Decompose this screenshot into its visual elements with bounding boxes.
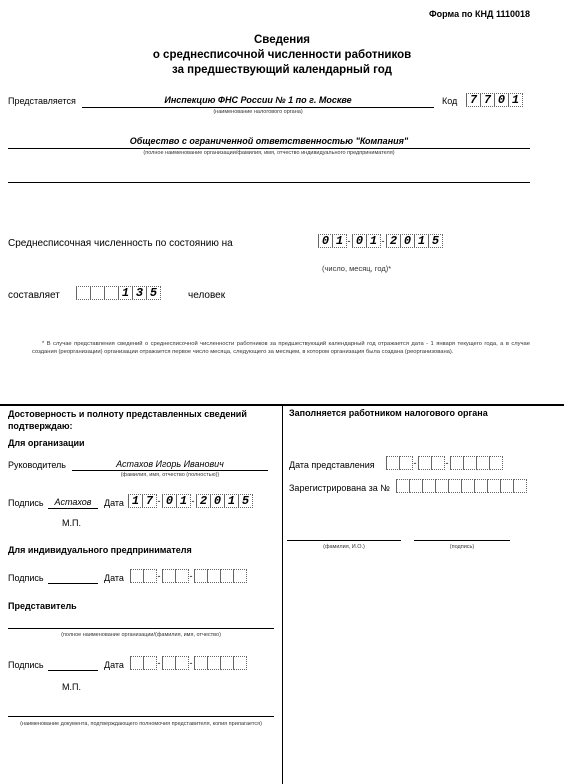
officer-signature-caption: (подпись) [449, 544, 475, 550]
date-separator: - [413, 458, 417, 468]
date-received-label: Дата представления [289, 460, 375, 470]
number-cell[interactable] [448, 479, 462, 493]
organization-extra-line[interactable] [8, 182, 530, 183]
date-cell[interactable] [162, 656, 176, 670]
headcount-date-cells[interactable] [318, 234, 442, 248]
date-digit[interactable]: 1 [176, 494, 191, 508]
date-digit[interactable]: 0 [400, 234, 415, 248]
officer-signature-field[interactable] [414, 540, 510, 541]
date-cell[interactable] [194, 569, 208, 583]
date-cell[interactable] [207, 569, 221, 583]
date-digit[interactable]: 0 [318, 234, 333, 248]
date-separator: - [191, 496, 195, 506]
tax-authority-field[interactable]: Инспекцию ФНС России № 1 по г. Москве [82, 95, 434, 108]
officer-name-caption: (фамилия, И.О.) [323, 544, 365, 550]
date-cell[interactable] [194, 656, 208, 670]
number-cell[interactable] [474, 479, 488, 493]
amount-digit[interactable]: 5 [146, 286, 161, 300]
officer-name-field[interactable] [287, 540, 401, 541]
date-digit[interactable]: 1 [366, 234, 381, 248]
date-digit[interactable]: 0 [352, 234, 367, 248]
amount-label: составляет [8, 290, 60, 301]
number-cell[interactable] [461, 479, 475, 493]
date-cell[interactable] [450, 456, 464, 470]
number-cell[interactable] [500, 479, 514, 493]
date-separator: - [347, 236, 351, 246]
date-cell[interactable] [143, 569, 157, 583]
form-code: Форма по КНД 1110018 [429, 9, 530, 19]
signature-label: Подпись [8, 498, 44, 508]
code-digit[interactable]: 7 [480, 93, 495, 107]
date-separator: - [157, 496, 161, 506]
sign-date-label: Дата [104, 498, 124, 508]
date-cell[interactable] [220, 656, 234, 670]
headcount-amount-cells[interactable] [76, 286, 160, 300]
number-cell[interactable] [409, 479, 423, 493]
rep-signature-label: Подпись [8, 660, 44, 670]
stamp-place-org: М.П. [62, 518, 81, 528]
date-separator: - [189, 658, 193, 668]
head-label: Руководитель [8, 460, 66, 470]
date-digit[interactable]: 1 [128, 494, 143, 508]
representative-field[interactable] [8, 628, 274, 629]
head-name-caption: (фамилия, имя, отчество (полностью)) [120, 472, 220, 478]
registration-number-cells[interactable] [396, 479, 526, 493]
date-cell[interactable] [175, 656, 189, 670]
signature-field[interactable]: Астахов [48, 497, 98, 509]
date-received-cells[interactable] [386, 456, 502, 470]
ip-signature-field[interactable] [48, 572, 98, 584]
headcount-as-of-label: Среднесписочная численность по состоянию на [8, 238, 233, 249]
date-cell[interactable] [418, 456, 432, 470]
date-digit[interactable]: 2 [386, 234, 401, 248]
code-label: Код [442, 96, 458, 106]
head-name-field[interactable]: Астахов Игорь Иванович [72, 459, 268, 471]
date-cell[interactable] [130, 656, 144, 670]
rep-date-label: Дата [104, 660, 124, 670]
title-line-3: за предшествующий календарный год [172, 64, 392, 76]
date-separator: - [445, 458, 449, 468]
number-cell[interactable] [513, 479, 527, 493]
date-cell[interactable] [431, 456, 445, 470]
sign-date-cells[interactable] [128, 494, 252, 508]
column-divider [282, 406, 283, 784]
number-cell[interactable] [396, 479, 410, 493]
date-separator: - [189, 571, 193, 581]
amount-digit[interactable] [76, 286, 91, 300]
date-separator: - [157, 571, 161, 581]
representative-heading: Представитель [8, 601, 77, 611]
date-cell[interactable] [489, 456, 503, 470]
number-cell[interactable] [422, 479, 436, 493]
footnote: * В случае представления сведений о среднесписочной численности работников за предшествующий календарный год отражается дата - 1 января текущего года, а в случае создания (реорганизации) организации отражается первое число месяца, следующего за месяцем, в котором организация была создана (реорганизована). [32, 341, 530, 355]
number-cell[interactable] [435, 479, 449, 493]
stamp-place-rep: М.П. [62, 682, 81, 692]
for-entrepreneur-heading: Для индивидуального предпринимателя [8, 545, 192, 555]
code-digit[interactable]: 7 [466, 93, 481, 107]
submitted-label: Представляется [8, 96, 76, 106]
date-cell[interactable] [476, 456, 490, 470]
ip-signature-label: Подпись [8, 573, 44, 583]
date-separator: - [381, 236, 385, 246]
amount-unit: человек [188, 290, 226, 301]
date-cell[interactable] [220, 569, 234, 583]
organization-name-field[interactable]: Общество с ограниченной ответственностью "Компания" [8, 136, 530, 149]
amount-digit[interactable] [90, 286, 105, 300]
date-caption: (число, месяц, год)* [322, 264, 392, 273]
date-cell[interactable] [207, 656, 221, 670]
date-separator: - [157, 658, 161, 668]
tax-officer-heading: Заполняется работником налогового органа [289, 408, 488, 418]
date-digit[interactable]: 0 [210, 494, 225, 508]
authority-document-field[interactable] [8, 716, 274, 717]
amount-digit[interactable] [104, 286, 119, 300]
code-digit[interactable]: 1 [508, 93, 523, 107]
organization-caption: (полное наименование организации/фамилия, имя, отчество индивидуального предпринимателя) [143, 150, 395, 156]
rep-signature-field[interactable] [48, 659, 98, 671]
date-digit[interactable]: 7 [142, 494, 157, 508]
amount-digit[interactable]: 3 [132, 286, 147, 300]
date-digit[interactable]: 2 [196, 494, 211, 508]
date-digit[interactable]: 5 [428, 234, 443, 248]
date-cell[interactable] [130, 569, 144, 583]
ip-date-cells[interactable] [130, 569, 246, 583]
code-cells[interactable] [466, 93, 522, 107]
rep-date-cells[interactable] [130, 656, 246, 670]
code-digit[interactable]: 0 [494, 93, 509, 107]
date-digit[interactable]: 0 [162, 494, 177, 508]
date-cell[interactable] [143, 656, 157, 670]
form-title [0, 33, 564, 78]
confirmation-heading: Достоверность и полноту представленных сведений подтверждаю: [8, 409, 247, 431]
amount-digit[interactable]: 1 [118, 286, 133, 300]
date-cell[interactable] [399, 456, 413, 470]
date-cell[interactable] [386, 456, 400, 470]
date-cell[interactable] [175, 569, 189, 583]
authority-document-caption: (наименование документа, подтверждающего полномочия представителя, копия прилагается) [20, 721, 262, 727]
date-cell[interactable] [463, 456, 477, 470]
for-organization-heading: Для организации [8, 438, 85, 448]
title-line-1: Сведения [253, 34, 311, 46]
registered-label: Зарегистрирована за № [289, 483, 390, 493]
tax-authority-caption: (наименование налогового органа) [213, 109, 303, 115]
date-digit[interactable]: 1 [414, 234, 429, 248]
date-digit[interactable]: 1 [332, 234, 347, 248]
representative-caption: (полное наименование организации/(фамилия, имя, отчество) [61, 632, 221, 638]
date-digit[interactable]: 1 [224, 494, 239, 508]
ip-date-label: Дата [104, 573, 124, 583]
date-cell[interactable] [162, 569, 176, 583]
date-digit[interactable]: 5 [238, 494, 253, 508]
date-cell[interactable] [233, 656, 247, 670]
number-cell[interactable] [487, 479, 501, 493]
date-cell[interactable] [233, 569, 247, 583]
title-line-2: о среднесписочной численности работников [152, 49, 412, 61]
